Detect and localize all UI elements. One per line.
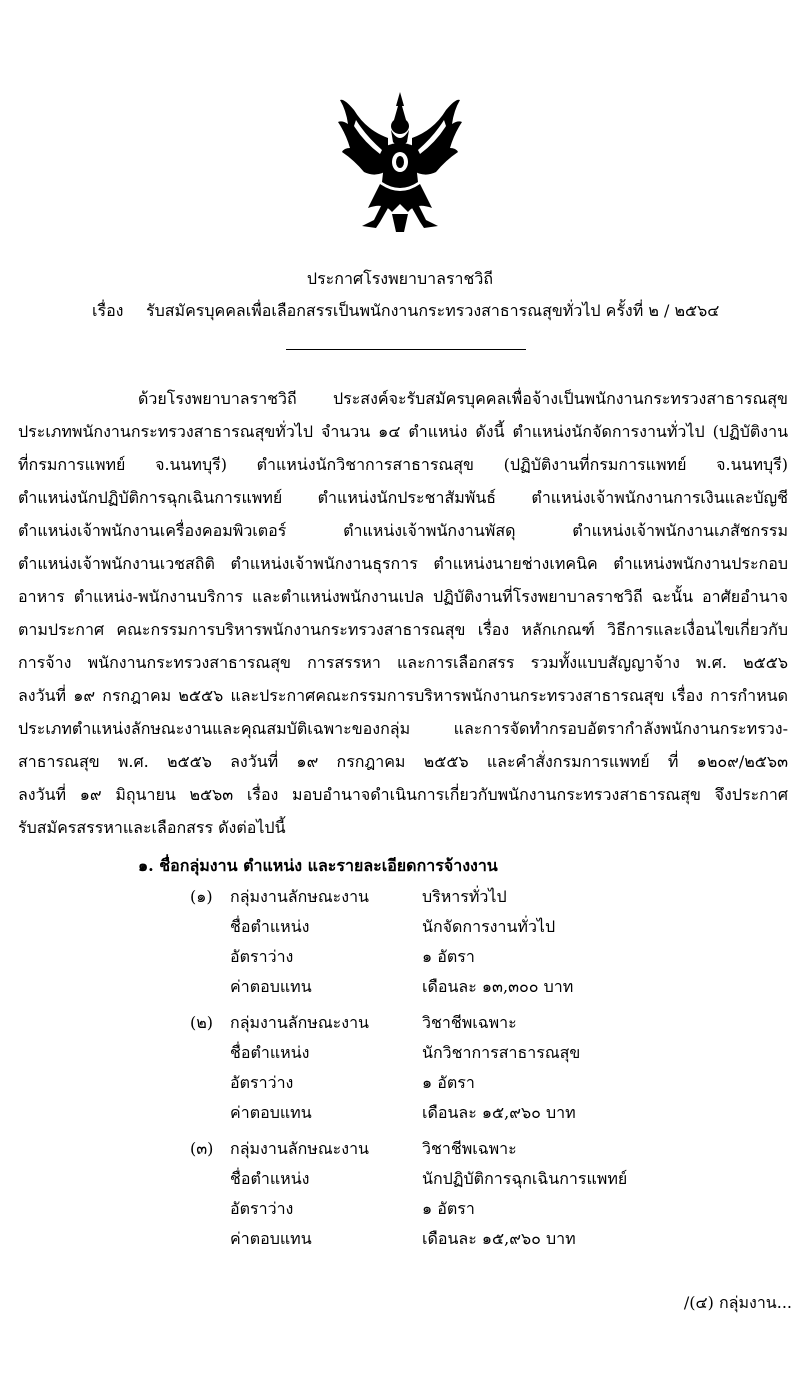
vacancy-label: อัตราว่าง — [230, 947, 294, 966]
body-line: อาหาร ตำแหน่ง-พนักงานบริการ และตำแหน่งพนักงานเปล ปฏิบัติงานที่โรงพยาบาลราชวิถี ฉะนั้น อาศัยอำนาจ — [18, 587, 788, 606]
body-line: ที่กรมการแพทย์ จ.นนทบุรี) ตำแหน่งนักวิชาการสาธารณสุข (ปฏิบัติงานที่กรมการแพทย์ จ.นนทบุรี) — [18, 455, 788, 474]
vacancy-value: ๑ อัตรา — [422, 1199, 475, 1218]
group-value: บริหารทั่วไป — [422, 887, 507, 906]
vacancy-label: อัตราว่าง — [230, 1199, 294, 1218]
pay-label: ค่าตอบแทน — [230, 1103, 312, 1122]
pay-value: เดือนละ ๑๕,๙๖๐ บาท — [422, 1229, 576, 1248]
page-title: ประกาศโรงพยาบาลราชวิถี — [306, 269, 494, 288]
item-number: (๓) — [190, 1139, 214, 1158]
section-heading: ๑. ชื่อกลุ่มงาน ตำแหน่ง และรายละเอียดการจ้างงาน — [138, 856, 498, 875]
group-value: วิชาชีพเฉพาะ — [422, 1013, 517, 1032]
body-line: ตำแหน่งเจ้าพนักงานเครื่องคอมพิวเตอร์ ตำแหน่งเจ้าพนักงานพัสดุ ตำแหน่งเจ้าพนักงานเภสัชกรรม — [18, 521, 788, 540]
item-number: (๑) — [190, 887, 213, 906]
position-value: นักจัดการงานทั่วไป — [422, 917, 556, 936]
body-line: สาธารณสุข พ.ศ. ๒๕๕๖ ลงวันที่ ๑๙ กรกฎาคม ๒๕๕๖ และคำสั่งกรมการแพทย์ ที่ ๑๒๐๙/๒๕๖๓ — [18, 752, 788, 771]
vacancy-value: ๑ อัตรา — [422, 1073, 475, 1092]
body-line: ลงวันที่ ๑๙ มิถุนายน ๒๕๖๓ เรื่อง มอบอำนาจดำเนินการเกี่ยวกับพนักงานกระทรวงสาธารณสุข จึงประกาศ — [18, 785, 788, 804]
body-line: ตำแหน่งเจ้าพนักงานเวชสถิติ ตำแหน่งเจ้าพนักงานธุรการ ตำแหน่งนายช่างเทคนิค ตำแหน่งพนักงานประกอบ — [18, 554, 788, 573]
position-value: นักปฏิบัติการฉุกเฉินการแพทย์ — [422, 1169, 628, 1188]
pay-value: เดือนละ ๑๕,๙๖๐ บาท — [422, 1103, 576, 1122]
group-value: วิชาชีพเฉพาะ — [422, 1139, 517, 1158]
position-label: ชื่อตำแหน่ง — [230, 1169, 310, 1188]
garuda-emblem-icon — [336, 90, 464, 240]
body-line: ตำแหน่งนักปฏิบัติการฉุกเฉินการแพทย์ ตำแหน่งนักประชาสัมพันธ์ ตำแหน่งเจ้าพนักงานการเงินและบัญชี — [18, 488, 788, 507]
body-line: รับสมัครสรรหาและเลือกสรร ดังต่อไปนี้ — [18, 818, 286, 837]
position-label: ชื่อตำแหน่ง — [230, 1043, 310, 1062]
body-line: ตามประกาศ คณะกรรมการบริหารพนักงานกระทรวงสาธารณสุข เรื่อง หลักเกณฑ์ วิธีการและเงื่อนไขเกี่ยวกับ — [18, 620, 788, 639]
group-label: กลุ่มงานลักษณะงาน — [230, 887, 369, 906]
subject-text: รับสมัครบุคคลเพื่อเลือกสรรเป็นพนักงานกระทรวงสาธารณสุขทั่วไป ครั้งที่ ๒ / ๒๕๖๔ — [146, 301, 720, 320]
vacancy-value: ๑ อัตรา — [422, 947, 475, 966]
subject-label: เรื่อง — [92, 301, 124, 320]
title-divider — [286, 349, 526, 350]
continuation-marker: /(๔) กลุ่มงาน... — [683, 1293, 792, 1312]
pay-value: เดือนละ ๑๓,๓๐๐ บาท — [422, 977, 574, 996]
body-line: ด้วยโรงพยาบาลราชวิถี ประสงค์จะรับสมัครบุคคลเพื่อจ้างเป็นพนักงานกระทรวงสาธารณสุข — [138, 389, 788, 408]
position-label: ชื่อตำแหน่ง — [230, 917, 310, 936]
group-label: กลุ่มงานลักษณะงาน — [230, 1013, 369, 1032]
item-number: (๒) — [190, 1013, 214, 1032]
body-line: การจ้าง พนักงานกระทรวงสาธารณสุข การสรรหา และการเลือกสรร รวมทั้งแบบสัญญาจ้าง พ.ศ. ๒๕๕๖ — [18, 653, 788, 672]
group-label: กลุ่มงานลักษณะงาน — [230, 1139, 369, 1158]
pay-label: ค่าตอบแทน — [230, 977, 312, 996]
pay-label: ค่าตอบแทน — [230, 1229, 312, 1248]
position-value: นักวิชาการสาธารณสุข — [422, 1043, 581, 1062]
vacancy-label: อัตราว่าง — [230, 1073, 294, 1092]
body-line: ประเภทตำแหน่งลักษณะงานและคุณสมบัติเฉพาะของกลุ่ม และการจัดทำกรอบอัตรากำลังพนักงานกระทรวง- — [18, 719, 788, 738]
body-line: ประเภทพนักงานกระทรวงสาธารณสุขทั่วไป จำนวน ๑๔ ตำแหน่ง ดังนี้ ตำแหน่งนักจัดการงานทั่วไป (ปฏิบัติงาน — [18, 422, 788, 441]
body-line: ลงวันที่ ๑๙ กรกฎาคม ๒๕๕๖ และประกาศคณะกรรมการบริหารพนักงานกระทรวงสาธารณสุข เรื่อง การกำหนด — [18, 686, 788, 705]
